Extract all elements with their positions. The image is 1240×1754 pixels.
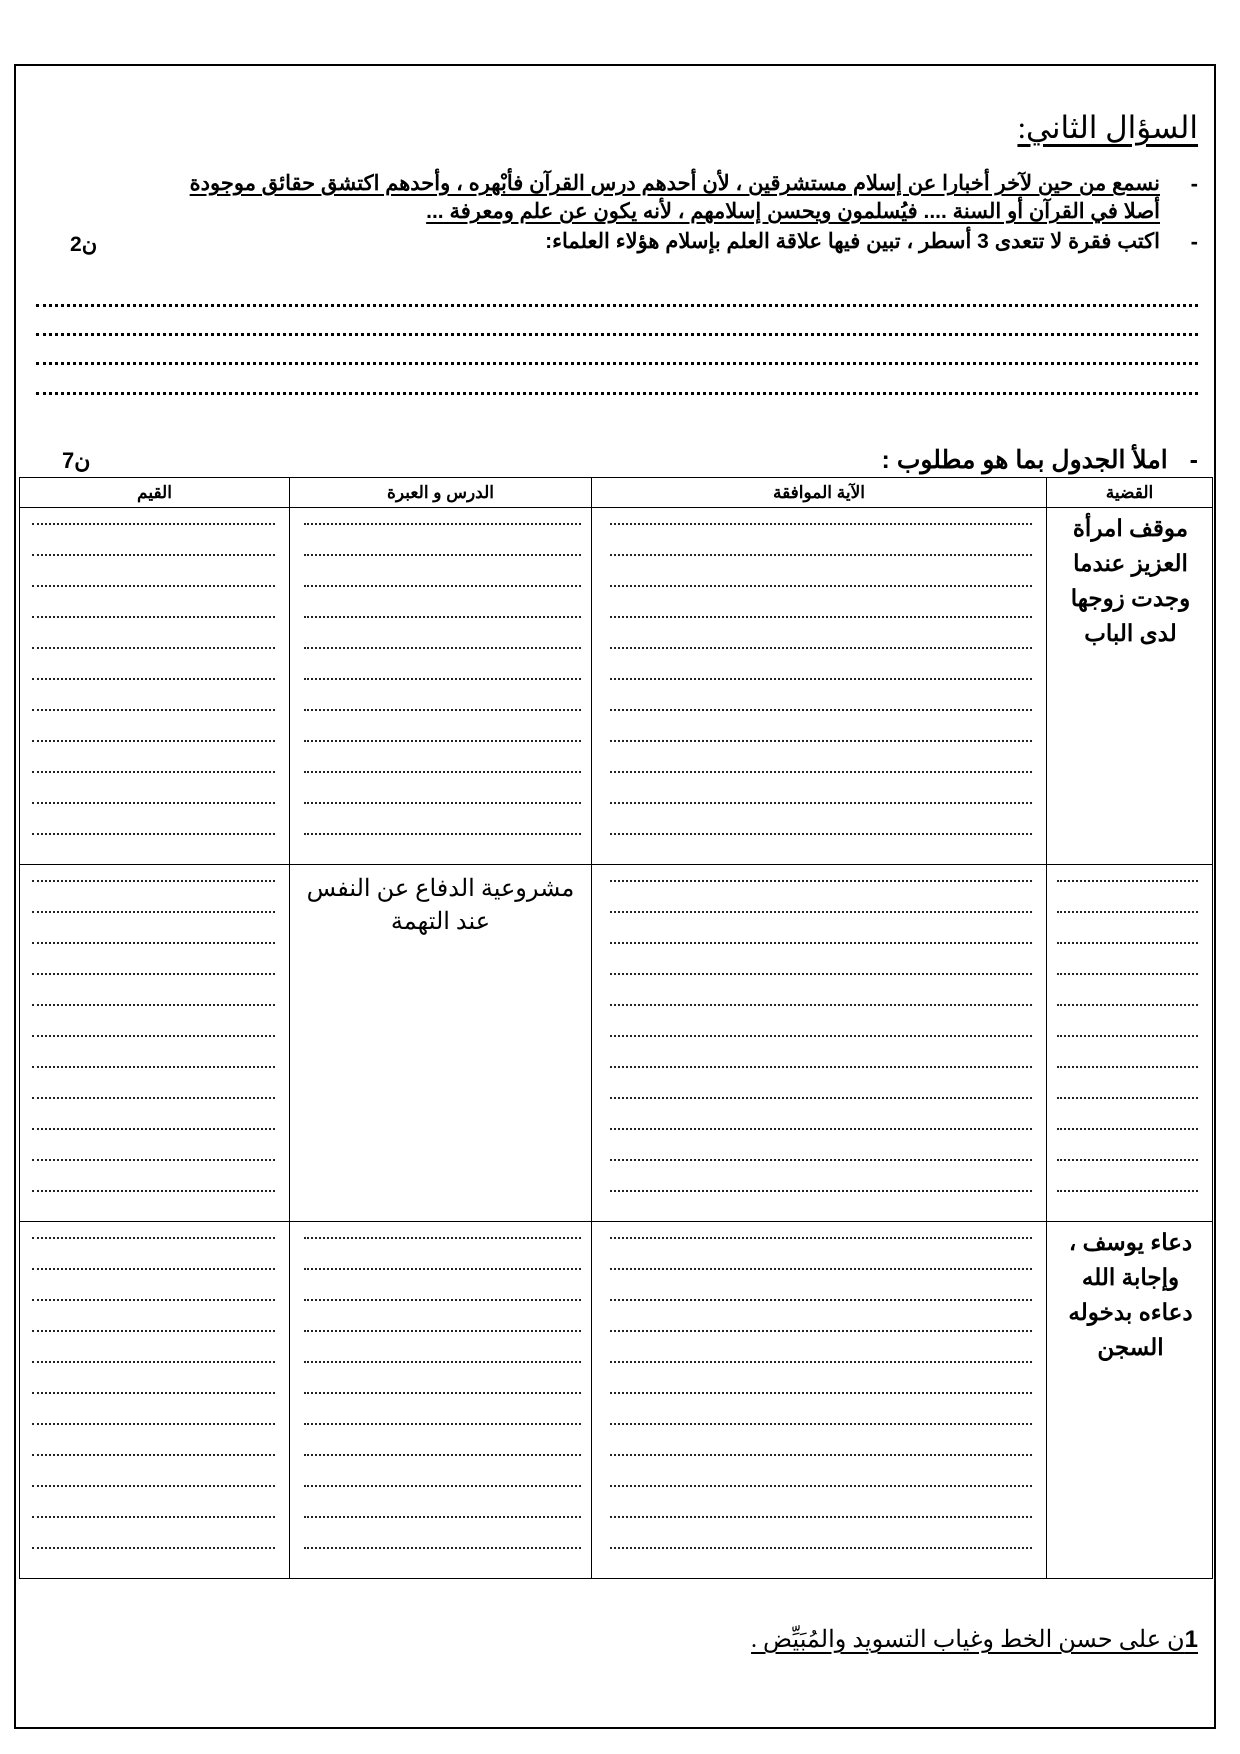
dotted-line[interactable] [304, 678, 581, 680]
bullet-dash: - [1190, 171, 1198, 196]
dotted-line[interactable] [32, 1066, 275, 1068]
answer-table [19, 477, 1213, 1579]
dotted-line[interactable] [32, 678, 275, 680]
dotted-line[interactable] [32, 554, 275, 556]
footer-score: 1 [1184, 1626, 1198, 1653]
dotted-line[interactable] [32, 1423, 275, 1425]
dotted-line[interactable] [610, 585, 1032, 587]
dotted-line[interactable] [304, 1268, 581, 1270]
header-issue: القضية [1047, 478, 1213, 508]
dotted-line[interactable] [1057, 942, 1198, 944]
verse-cell[interactable] [592, 1222, 1047, 1579]
dotted-line[interactable] [304, 1454, 581, 1456]
dotted-line[interactable] [32, 647, 275, 649]
dotted-line[interactable] [1057, 911, 1198, 913]
table-row [20, 1222, 1213, 1579]
dotted-line[interactable] [304, 1392, 581, 1394]
dotted-line[interactable] [610, 709, 1032, 711]
header-lesson: الدرس و العبرة [290, 478, 592, 508]
intro-line-1: نسمع من حين لآخر أخبارا عن إسلام مستشرقين ، لأن أحدهم درس القرآن فأبْهره ، وأحدهم اكتشق حقائق موجودة [189, 172, 1160, 195]
header-verse: الآية الموافقة [592, 478, 1047, 508]
values-cell[interactable] [20, 508, 290, 865]
lesson-cell [290, 865, 592, 1222]
dotted-line[interactable] [304, 1330, 581, 1332]
dotted-line[interactable] [610, 802, 1032, 804]
issue-cell[interactable] [1047, 865, 1213, 1222]
dotted-line[interactable] [32, 1237, 275, 1239]
dotted-line[interactable] [610, 942, 1032, 944]
dotted-line[interactable] [610, 1299, 1032, 1301]
dotted-line[interactable] [610, 1097, 1032, 1099]
dotted-line[interactable] [304, 802, 581, 804]
dotted-line[interactable] [610, 880, 1032, 882]
dotted-line[interactable] [32, 616, 275, 618]
answer-line-2[interactable] [36, 333, 1198, 336]
table-row [20, 865, 1213, 1222]
dotted-line[interactable] [32, 1035, 275, 1037]
dotted-line[interactable] [304, 709, 581, 711]
dotted-line[interactable] [32, 1004, 275, 1006]
dotted-line[interactable] [610, 1159, 1032, 1161]
dotted-line[interactable] [1057, 880, 1198, 882]
lesson-text: مشروعية الدفاع عن النفس عند التهمة [306, 876, 575, 935]
bullet-dash: - [1190, 229, 1198, 254]
dotted-line[interactable] [304, 1485, 581, 1487]
dotted-line[interactable] [1057, 973, 1198, 975]
dotted-line[interactable] [32, 973, 275, 975]
dotted-line[interactable] [32, 740, 275, 742]
instruction-text: اكتب فقرة لا تتعدى 3 أسطر ، تبين فيها علاقة العلم بإسلام هؤلاء العلماء: [545, 230, 1160, 253]
question-points: 2ن [70, 233, 98, 256]
dotted-line[interactable] [610, 523, 1032, 525]
dotted-line[interactable] [610, 1547, 1032, 1549]
dotted-line[interactable] [1057, 1097, 1198, 1099]
answer-line-3[interactable] [36, 362, 1198, 365]
intro-paragraph [53, 170, 1198, 226]
table-header-row [20, 478, 1213, 508]
dotted-line[interactable] [610, 554, 1032, 556]
dotted-line[interactable] [610, 1516, 1032, 1518]
dotted-line[interactable] [610, 740, 1032, 742]
dotted-line[interactable] [610, 1361, 1032, 1363]
bullet-dash: - [1189, 446, 1198, 474]
dotted-line[interactable] [1057, 1159, 1198, 1161]
dotted-line[interactable] [304, 833, 581, 835]
issue-cell: دعاء يوسف ، وإجابة الله دعاءه بدخوله السجن [1047, 1222, 1213, 1579]
dotted-line[interactable] [32, 1547, 275, 1549]
dotted-line[interactable] [32, 771, 275, 773]
dotted-line[interactable] [32, 1485, 275, 1487]
dotted-line[interactable] [304, 740, 581, 742]
dotted-line[interactable] [32, 880, 275, 882]
question-title: السؤال الثاني: [1017, 110, 1198, 145]
dotted-line[interactable] [32, 1097, 275, 1099]
dotted-line[interactable] [32, 1454, 275, 1456]
dotted-line[interactable] [304, 647, 581, 649]
dotted-line[interactable] [32, 523, 275, 525]
dotted-line[interactable] [32, 1299, 275, 1301]
dotted-line[interactable] [610, 1392, 1032, 1394]
issue-cell: موقف امرأة العزيز عندما وجدت زوجها لدى الباب [1047, 508, 1213, 865]
dotted-line[interactable] [1057, 1004, 1198, 1006]
dotted-line[interactable] [610, 1268, 1032, 1270]
dotted-line[interactable] [610, 973, 1032, 975]
intro-line-2: أصلا في القرآن أو السنة .... فيُسلمون ويحسن إسلامهم ، لأنه يكون عن علم ومعرفة ... [426, 200, 1160, 223]
dotted-line[interactable] [610, 1237, 1032, 1239]
dotted-line[interactable] [32, 1190, 275, 1192]
dotted-line[interactable] [32, 1330, 275, 1332]
dotted-line[interactable] [32, 911, 275, 913]
dotted-line[interactable] [610, 833, 1032, 835]
dotted-line[interactable] [304, 771, 581, 773]
footer-text: ن على حسن الخط وغياب التسويد والمُبَيِّض . [751, 1627, 1185, 1653]
dotted-line[interactable] [304, 1361, 581, 1363]
dotted-line[interactable] [32, 1128, 275, 1130]
dotted-line[interactable] [610, 771, 1032, 773]
dotted-line[interactable] [610, 1066, 1032, 1068]
instruction-paragraph [53, 228, 1198, 256]
table-row [20, 508, 1213, 865]
dotted-line[interactable] [610, 678, 1032, 680]
footer-note [751, 1625, 1198, 1654]
values-cell[interactable] [20, 865, 290, 1222]
dotted-line[interactable] [32, 1268, 275, 1270]
dotted-line[interactable] [32, 833, 275, 835]
dotted-line[interactable] [610, 1004, 1032, 1006]
dotted-line[interactable] [610, 647, 1032, 649]
table-points: 7ن [62, 448, 91, 473]
dotted-line[interactable] [610, 1128, 1032, 1130]
answer-line-1[interactable] [36, 304, 1198, 307]
lesson-cell[interactable] [290, 508, 592, 865]
dotted-line[interactable] [304, 1237, 581, 1239]
dotted-line[interactable] [32, 585, 275, 587]
dotted-line[interactable] [610, 1423, 1032, 1425]
verse-cell[interactable] [592, 508, 1047, 865]
dotted-line[interactable] [304, 523, 581, 525]
table-instruction-text: املأ الجدول بما هو مطلوب : [881, 446, 1168, 474]
dotted-line[interactable] [32, 1361, 275, 1363]
dotted-line[interactable] [1057, 1035, 1198, 1037]
dotted-line[interactable] [304, 1516, 581, 1518]
dotted-line[interactable] [304, 1547, 581, 1549]
lesson-cell[interactable] [290, 1222, 592, 1579]
dotted-line[interactable] [32, 709, 275, 711]
table-instruction [882, 445, 1198, 475]
dotted-line[interactable] [32, 942, 275, 944]
dotted-line[interactable] [610, 911, 1032, 913]
dotted-line[interactable] [304, 616, 581, 618]
dotted-line[interactable] [1057, 1128, 1198, 1130]
values-cell[interactable] [20, 1222, 290, 1579]
dotted-line[interactable] [304, 585, 581, 587]
dotted-line[interactable] [1057, 1190, 1198, 1192]
dotted-line[interactable] [304, 1423, 581, 1425]
dotted-line[interactable] [32, 1516, 275, 1518]
dotted-line[interactable] [610, 1190, 1032, 1192]
dotted-line[interactable] [304, 554, 581, 556]
dotted-line[interactable] [610, 1454, 1032, 1456]
dotted-line[interactable] [1057, 1066, 1198, 1068]
dotted-line[interactable] [610, 1035, 1032, 1037]
dotted-line[interactable] [304, 1299, 581, 1301]
dotted-line[interactable] [32, 1392, 275, 1394]
verse-cell[interactable] [592, 865, 1047, 1222]
dotted-line[interactable] [610, 616, 1032, 618]
header-values: القيم [20, 478, 290, 508]
answer-line-4[interactable] [36, 392, 1198, 395]
dotted-line[interactable] [610, 1330, 1032, 1332]
dotted-line[interactable] [32, 1159, 275, 1161]
dotted-line[interactable] [32, 802, 275, 804]
dotted-line[interactable] [610, 1485, 1032, 1487]
